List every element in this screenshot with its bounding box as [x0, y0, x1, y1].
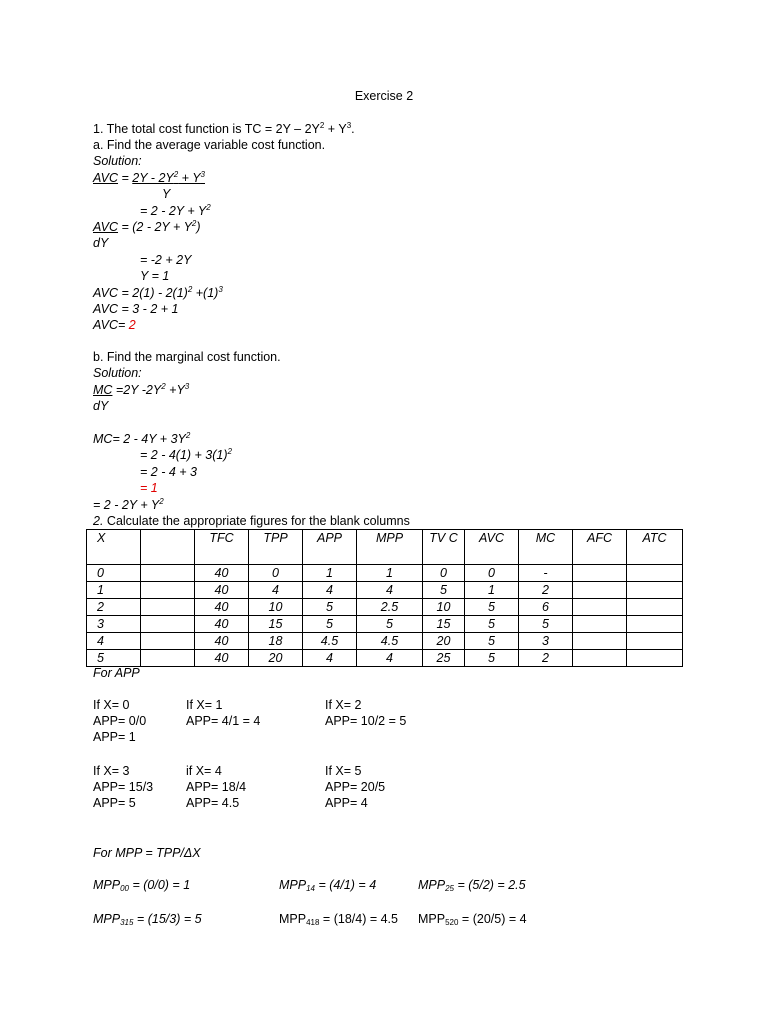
table-cell: 20 [249, 650, 303, 667]
avc-eq-line6: = -2 + 2Y [140, 253, 192, 267]
table-cell [573, 616, 627, 633]
table-cell: 4.5 [357, 633, 423, 650]
app-calc-x2: If X= 2 APP= 10/2 = 5 [325, 698, 407, 728]
table-cell [141, 565, 195, 582]
table-cell: 6 [519, 599, 573, 616]
app-calc-x1: If X= 1 APP= 4/1 = 4 [186, 698, 261, 728]
col-header-avc: AVC [465, 530, 519, 565]
avc-result: AVC= 2 [93, 318, 136, 332]
table-cell: 10 [423, 599, 465, 616]
mpp-calc-520: $MPP_{520} = (20/5) = 4$ [418, 912, 527, 927]
table-cell [573, 565, 627, 582]
table-cell [573, 582, 627, 599]
q1-part-b: b. Find the marginal cost function. [93, 350, 281, 364]
table-cell: 5 [357, 616, 423, 633]
mpp-calc-418: $MPP_{418} = (18/4) = 4.5$ [279, 912, 398, 927]
mc-eq-line7: = $2 - 2Y + Y^2$ [93, 497, 164, 512]
app-calc-x5: If X= 5 APP= 20/5 APP= 4 [325, 764, 386, 810]
table-cell: 1 [87, 582, 141, 599]
avc-dy: dY [93, 236, 109, 250]
table-cell: 4 [357, 582, 423, 599]
table-cell [627, 633, 683, 650]
table-row [87, 650, 683, 667]
mc-eq-line3: $MC= 2 - 4Y + 3Y^2$ [93, 431, 191, 446]
table-cell: 0 [87, 565, 141, 582]
col-header-mpp: MPP [357, 530, 423, 565]
table-cell: 40 [195, 616, 249, 633]
table-cell: 5 [87, 650, 141, 667]
table-cell: 20 [423, 633, 465, 650]
q1-statement: 1. The total cost function is TC = $2Y - 2Y^2 + Y^3$. [93, 121, 355, 136]
mc-result: = 1 [140, 481, 158, 495]
mc-eq-line1: MC =2Y $-2Y^2 +Y^3$ [93, 382, 190, 397]
table-cell: 5 [303, 599, 357, 616]
col-header-app: APP [303, 530, 357, 565]
table-cell: 5 [465, 599, 519, 616]
table-cell: 3 [87, 616, 141, 633]
table-cell: 4 [87, 633, 141, 650]
avc-eq-line7: Y = 1 [140, 269, 170, 283]
avc-eq-line1: AVC = $2Y - 2Y^2 + Y^3$ [93, 170, 205, 185]
table-cell: 0 [423, 565, 465, 582]
table-cell [141, 650, 195, 667]
col-header-tpp: TPP [249, 530, 303, 565]
avc-derivative-line: AVC = $(2 - 2Y + Y^2)$ [93, 219, 201, 234]
table-cell: 15 [423, 616, 465, 633]
table-cell [573, 633, 627, 650]
table-cell: 2 [519, 650, 573, 667]
solution-label-a: Solution: [93, 154, 142, 168]
app-calc-x0: If X= 0 APP= 0/0 APP= 1 [93, 698, 147, 744]
table-cell [573, 599, 627, 616]
app-label: For APP [93, 666, 140, 680]
table-cell: 40 [195, 633, 249, 650]
app-calc-x4: if X= 4 APP= 18/4 APP= 4.5 [186, 764, 247, 810]
table-cell: 0 [249, 565, 303, 582]
avc-eq-line9: AVC = 3 - 2 + 1 [93, 302, 179, 316]
table-cell: 5 [303, 616, 357, 633]
table-cell: 40 [195, 565, 249, 582]
table-row [87, 616, 683, 633]
table-cell: 40 [195, 582, 249, 599]
table-cell: 2.5 [357, 599, 423, 616]
table-cell: 5 [465, 616, 519, 633]
mpp-calc-14: $MPP_{14} = (4/1) = 4$ [279, 878, 377, 893]
mpp-calc-25: $MPP_{25} = (5/2) = 2.5$ [418, 878, 526, 893]
table-cell: 1 [303, 565, 357, 582]
col-header-afc: AFC [573, 530, 627, 565]
table-cell: 1 [357, 565, 423, 582]
table-cell: 4 [357, 650, 423, 667]
q2-heading: 2. Calculate the appropriate figures for the blank columns [93, 514, 410, 528]
table-cell: 2 [519, 582, 573, 599]
table-cell: 1 [465, 582, 519, 599]
table-cell [573, 650, 627, 667]
table-cell: 2 [87, 599, 141, 616]
table-cell: 40 [195, 599, 249, 616]
table-cell [627, 599, 683, 616]
table-cell: 3 [519, 633, 573, 650]
table-cell: 25 [423, 650, 465, 667]
col-header-mc: MC [519, 530, 573, 565]
table-cell [141, 616, 195, 633]
table-cell [627, 565, 683, 582]
avc-eq-line8: AVC = $2(1) - 2(1)^2 +(1)^3$ [93, 285, 223, 300]
table-cell [627, 650, 683, 667]
col-header-atc: ATC [627, 530, 683, 565]
q1-part-a: a. Find the average variable cost function. [93, 138, 326, 152]
table-cell: 18 [249, 633, 303, 650]
mc-dy: dY [93, 399, 109, 413]
col-header-blank [141, 530, 195, 565]
table-cell [627, 582, 683, 599]
table-cell: - [519, 565, 573, 582]
cost-table [86, 529, 683, 667]
table-cell: 15 [249, 616, 303, 633]
table-cell: 10 [249, 599, 303, 616]
page-title: Exercise 2 [354, 89, 414, 103]
avc-eq-line3: = $2 - 2Y + Y^2$ [140, 203, 211, 218]
mpp-calc-315: $MPP_{315} = (15/3) = 5$ [93, 912, 202, 927]
app-calc-x3: If X= 3 APP= 15/3 APP= 5 [93, 764, 154, 810]
mc-eq-line4: = $2 - 4(1) + 3(1)^2$ [140, 447, 232, 462]
mpp-calc-00: $MPP_{00} = (0/0) = 1$ [93, 878, 191, 893]
table-cell: 5 [423, 582, 465, 599]
table-cell [141, 599, 195, 616]
solution-label-b: Solution: [93, 366, 142, 380]
table-cell: 4 [303, 650, 357, 667]
table-row [87, 582, 683, 599]
avc-eq-denominator: Y [162, 187, 171, 201]
table-row [87, 633, 683, 650]
table-header-row [87, 530, 683, 565]
table-cell: 4 [249, 582, 303, 599]
table-cell: 5 [465, 650, 519, 667]
table-cell [141, 582, 195, 599]
mc-eq-line5: = 2 - 4 + 3 [140, 465, 197, 479]
table-cell: 5 [465, 633, 519, 650]
col-header-tvc: TV C [423, 530, 465, 565]
table-cell [141, 633, 195, 650]
table-cell: 4 [303, 582, 357, 599]
table-cell: 4.5 [303, 633, 357, 650]
table-cell: 5 [519, 616, 573, 633]
table-row [87, 599, 683, 616]
table-cell: 0 [465, 565, 519, 582]
mpp-label: For MPP = TPP/ΔX [93, 846, 201, 860]
table-row [87, 565, 683, 582]
table-cell [627, 616, 683, 633]
table-cell: 40 [195, 650, 249, 667]
col-header-tfc: TFC [195, 530, 249, 565]
col-header-x: X [87, 530, 141, 565]
